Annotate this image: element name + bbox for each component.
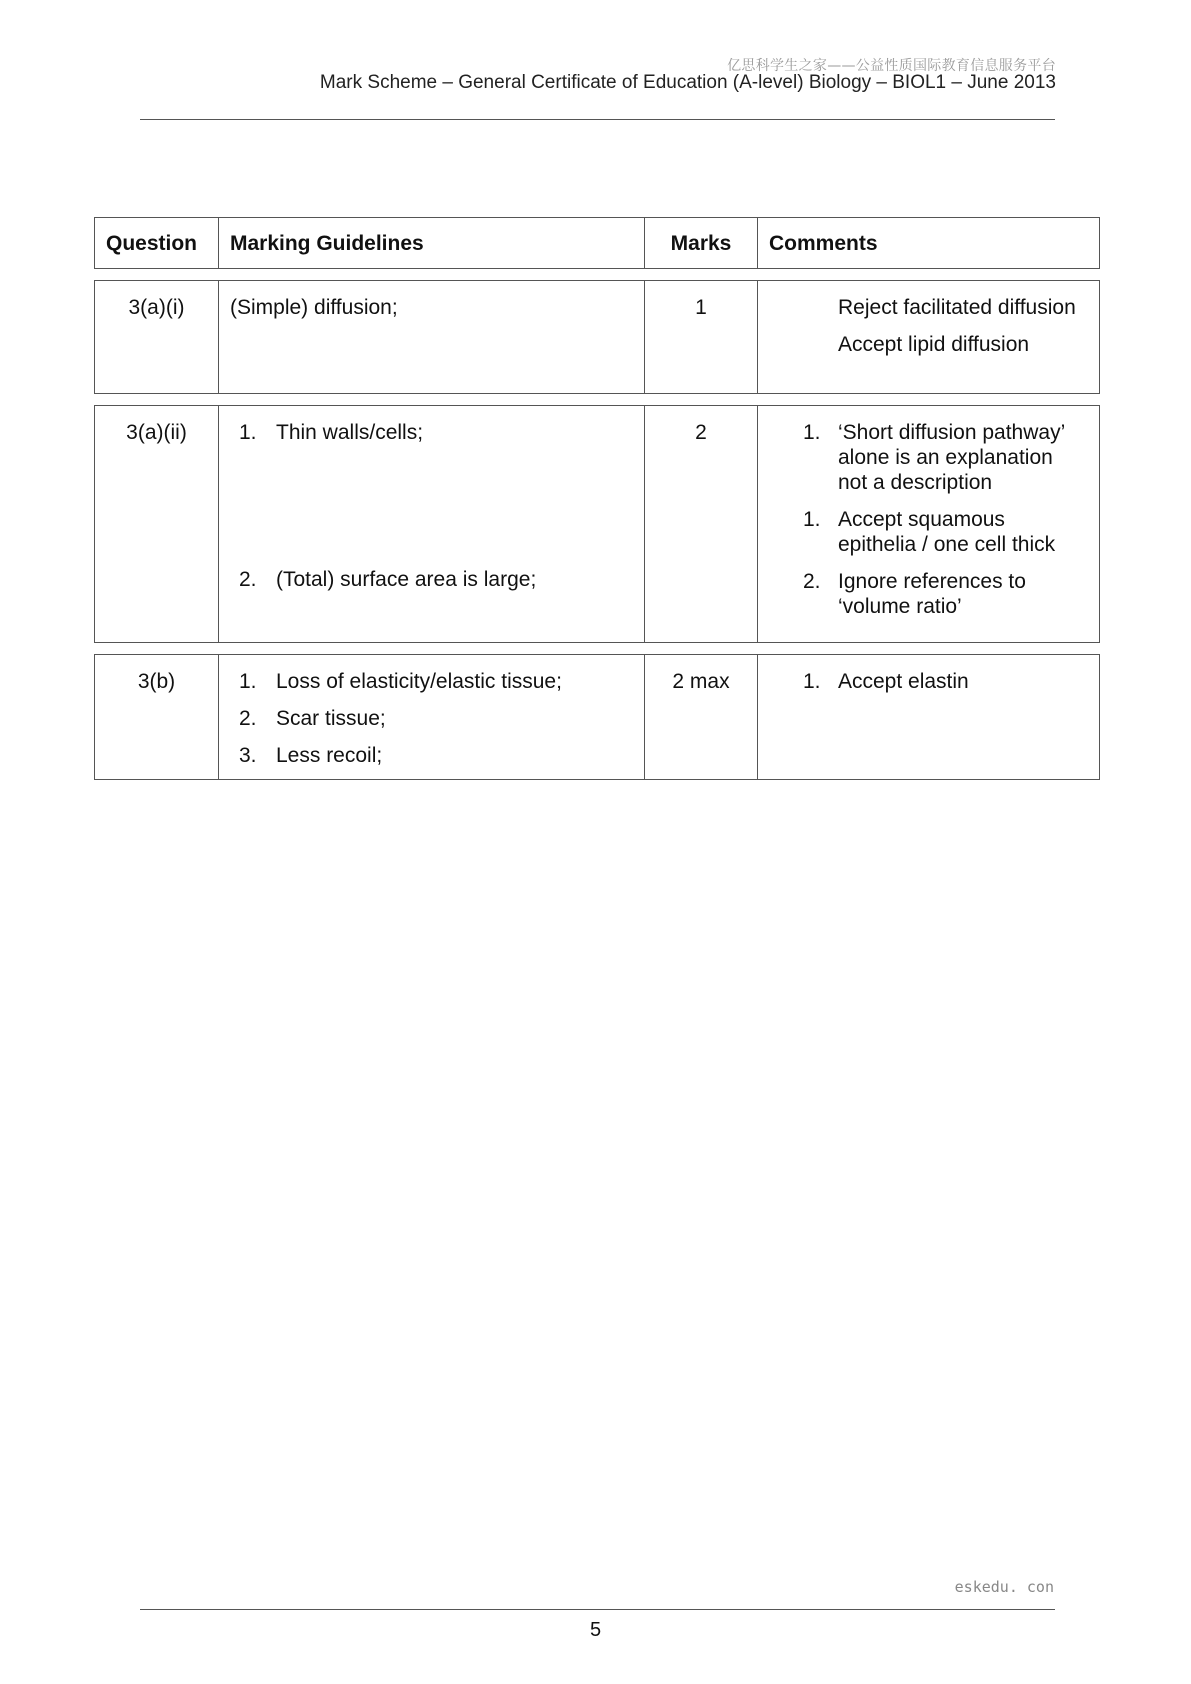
- watermark-text: 亿思科学生之家——公益性质国际教育信息服务平台: [727, 58, 1056, 74]
- question-cell: 3(a)(ii): [95, 406, 219, 642]
- comments-cell: [758, 406, 1099, 642]
- guideline-cell: [219, 655, 645, 780]
- guideline-item: 2. Scar tissue;: [239, 707, 386, 730]
- page-header-title: Mark Scheme – General Certificate of Education (A-level) Biology – BIOL1 – June 2013: [319, 72, 1056, 93]
- table-header: [94, 217, 1100, 269]
- header-marks: Marks: [645, 218, 758, 268]
- table-row: [94, 654, 1100, 780]
- guideline-cell: [219, 406, 645, 642]
- header-question: Question: [95, 218, 219, 268]
- table-row: [94, 280, 1100, 394]
- comments-cell: [758, 281, 1099, 393]
- site-watermark: eskedu. con: [954, 1578, 1054, 1596]
- guideline-item: 1. Thin walls/cells;: [239, 421, 424, 444]
- comments-cell: [758, 655, 1099, 780]
- footer-divider: [140, 1609, 1055, 1610]
- guideline-cell: (Simple) diffusion;: [219, 281, 645, 393]
- marks-cell: 2: [645, 406, 758, 642]
- guideline-item: 3. Less recoil;: [239, 744, 383, 767]
- question-cell: 3(a)(i): [95, 281, 219, 393]
- header-comments: Comments: [769, 232, 878, 255]
- header-divider: [140, 119, 1055, 120]
- guideline-item: 2. (Total) surface area is large;: [239, 568, 537, 591]
- comment-item: 1. Accept squamous epithelia / one cell thick: [803, 508, 1056, 556]
- marks-cell: 1: [645, 281, 758, 393]
- comment-item: 1. Accept elastin: [803, 670, 969, 693]
- comment-item: 1. ‘Short diffusion pathway’ alone is an explanation not a description: [803, 421, 1065, 494]
- question-cell: 3(b): [95, 655, 219, 780]
- comment-item: 2. Ignore references to ‘volume ratio’: [803, 570, 1026, 618]
- page-number: 5: [589, 1619, 602, 1641]
- marks-cell: 2 max: [645, 655, 758, 780]
- header-guidelines: Marking Guidelines: [219, 218, 645, 268]
- table-row: [94, 405, 1100, 643]
- comment-text: Accept lipid diffusion: [838, 333, 1030, 356]
- guideline-item: 1. Loss of elasticity/elastic tissue;: [239, 670, 562, 693]
- comment-text: Reject facilitated diffusion: [838, 296, 1076, 319]
